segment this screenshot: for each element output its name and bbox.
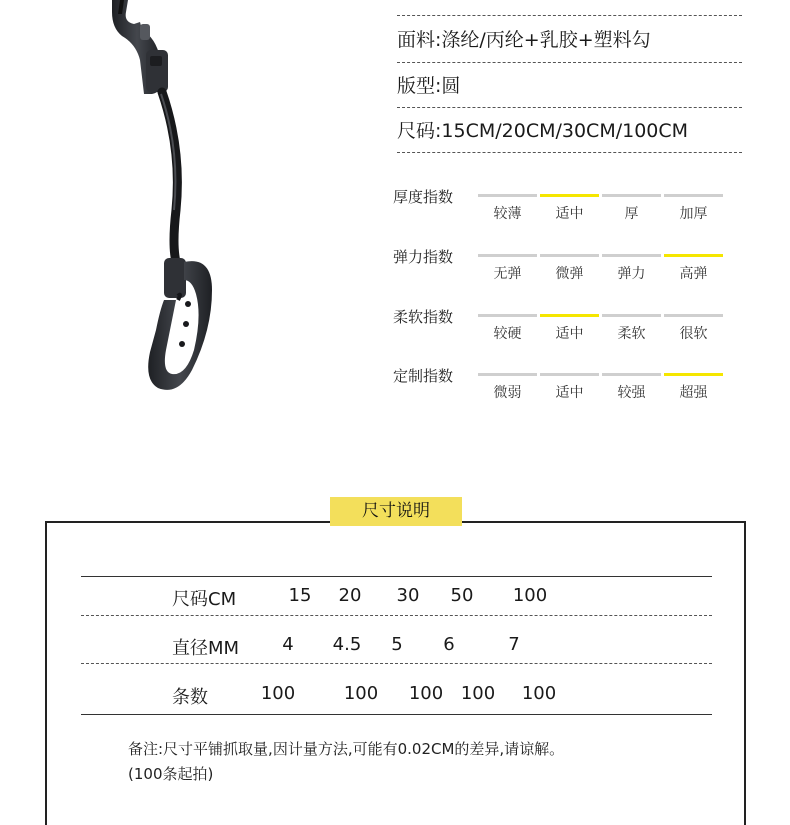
index-bar bbox=[602, 373, 661, 376]
table-top-rule bbox=[81, 576, 712, 577]
index-option: 无弹 bbox=[493, 266, 522, 282]
index-option: 加厚 bbox=[679, 206, 708, 222]
index-option: 适中 bbox=[555, 385, 584, 401]
size-note: 备注:尺寸平铺抓取量,因计量方法,可能有0.02CM的差异,请谅解。 bbox=[128, 740, 565, 758]
index-option: 微弱 bbox=[493, 385, 522, 401]
index-option: 较薄 bbox=[493, 206, 522, 222]
index-bar bbox=[664, 373, 723, 376]
spec-label: 版型: bbox=[397, 75, 442, 97]
index-bar bbox=[478, 254, 537, 257]
index-bar bbox=[664, 194, 723, 197]
count-cell: 100 bbox=[260, 683, 296, 704]
table-bottom-rule bbox=[81, 714, 712, 715]
spec-row-shape bbox=[397, 74, 742, 108]
index-option: 弹力 bbox=[617, 266, 646, 282]
index-option: 很软 bbox=[679, 326, 708, 342]
spec-label: 面料: bbox=[397, 29, 442, 51]
count-cell: 100 bbox=[408, 683, 444, 704]
index-bar bbox=[602, 314, 661, 317]
diameter-cell: 4 bbox=[282, 634, 294, 655]
table-row-divider bbox=[81, 615, 712, 616]
size-cell: 30 bbox=[396, 585, 420, 606]
size-section-title: 尺寸说明 bbox=[330, 497, 462, 526]
diameter-cell: 4.5 bbox=[332, 634, 362, 655]
index-bar bbox=[478, 194, 537, 197]
index-bar bbox=[540, 314, 599, 317]
elasticity-index-label: 弹力指数 bbox=[393, 248, 454, 266]
size-cell: 15 bbox=[288, 585, 312, 606]
spec-row-material bbox=[397, 28, 742, 63]
index-bar bbox=[540, 373, 599, 376]
index-bar bbox=[540, 254, 599, 257]
spec-value: 圆 bbox=[441, 75, 461, 97]
index-option: 厚 bbox=[624, 206, 639, 222]
count-row-header: 条数 bbox=[172, 687, 208, 708]
size-cell: 20 bbox=[338, 585, 362, 606]
index-option: 高弹 bbox=[679, 266, 708, 282]
index-option: 超强 bbox=[679, 385, 708, 401]
softness-index-label: 柔软指数 bbox=[393, 308, 454, 326]
bungee-hook-product-image bbox=[100, 0, 250, 400]
spec-value: 15CM/20CM/30CM/100CM bbox=[441, 120, 689, 142]
diameter-cell: 6 bbox=[443, 634, 455, 655]
index-bar bbox=[478, 373, 537, 376]
size-row-header: 尺码CM bbox=[172, 589, 237, 610]
spec-value: 涤纶/丙纶+乳胶+塑料勾 bbox=[441, 29, 651, 51]
count-cell: 100 bbox=[343, 683, 379, 704]
table-row-divider bbox=[81, 663, 712, 664]
index-option: 较强 bbox=[617, 385, 646, 401]
index-bar bbox=[664, 314, 723, 317]
index-option: 适中 bbox=[555, 206, 584, 222]
diameter-row-header: 直径MM bbox=[172, 638, 240, 659]
count-cell: 100 bbox=[460, 683, 496, 704]
spec-row-color bbox=[397, 0, 742, 16]
index-option: 适中 bbox=[555, 326, 584, 342]
size-note-min-order: (100条起拍) bbox=[128, 765, 214, 783]
customization-index-label: 定制指数 bbox=[393, 367, 454, 385]
index-bar bbox=[540, 194, 599, 197]
index-bar bbox=[602, 254, 661, 257]
size-cell: 50 bbox=[450, 585, 474, 606]
spec-row-size bbox=[397, 119, 742, 153]
index-option: 较硬 bbox=[493, 326, 522, 342]
index-option: 柔软 bbox=[617, 326, 646, 342]
thickness-index-label: 厚度指数 bbox=[393, 188, 454, 206]
index-option: 微弹 bbox=[555, 266, 584, 282]
index-bar bbox=[664, 254, 723, 257]
size-cell: 100 bbox=[512, 585, 548, 606]
diameter-cell: 7 bbox=[508, 634, 520, 655]
count-cell: 100 bbox=[521, 683, 557, 704]
index-bar bbox=[602, 194, 661, 197]
diameter-cell: 5 bbox=[391, 634, 403, 655]
spec-label: 尺码: bbox=[397, 120, 442, 142]
index-bar bbox=[478, 314, 537, 317]
